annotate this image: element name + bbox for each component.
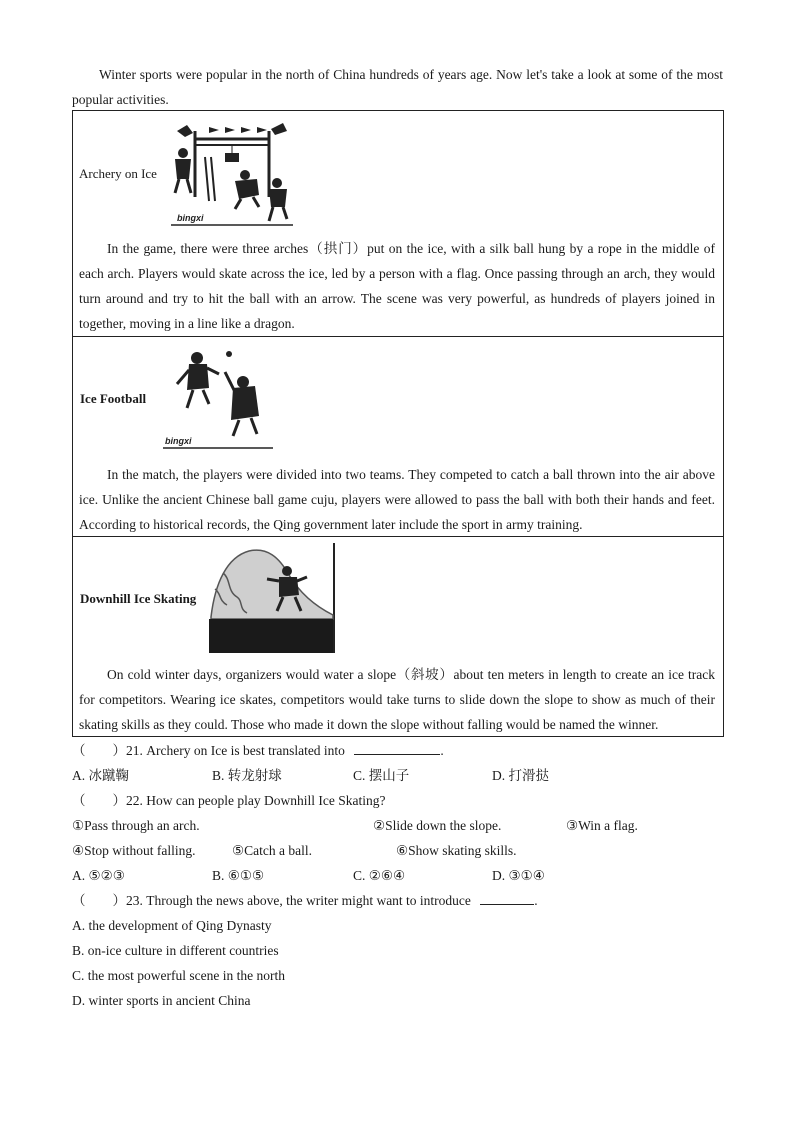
q22-item-4: ④Stop without falling. (72, 843, 196, 858)
q23-option-b[interactable]: B. on-ice culture in different countries (72, 943, 279, 958)
intro-paragraph: Winter sports were popular in the north of China hundreds of years age. Now let's take a look at some of the most popular activities. (72, 67, 723, 107)
downhill-skating-illustration (209, 543, 335, 653)
q21-option-b[interactable]: B. 转龙射球 (212, 768, 282, 783)
question-23-blank[interactable] (480, 890, 534, 905)
sports-table (72, 110, 724, 737)
q22-item-2: ②Slide down the slope. (373, 818, 502, 833)
question-22: （ ）22. How can people play Downhill Ice Skating? (72, 793, 386, 808)
question-21-stem: （ ）21. Archery on Ice is best translated into (72, 743, 345, 758)
q22-item-3: ③Win a flag. (566, 818, 638, 833)
question-23-stem: （ ）23. Through the news above, the writer might want to introduce (72, 893, 471, 908)
archery-illustration (165, 117, 305, 229)
q22-option-d[interactable]: D. ③①④ (492, 868, 545, 883)
section-title-downhill: Downhill Ice Skating (80, 591, 197, 606)
q21-option-c[interactable]: C. 摆山子 (353, 768, 410, 783)
q23-option-c[interactable]: C. the most powerful scene in the north (72, 968, 285, 983)
q22-option-c[interactable]: C. ②⑥④ (353, 868, 406, 883)
question-21-blank[interactable] (354, 740, 440, 755)
ice-football-illustration (159, 344, 277, 452)
q22-item-6: ⑥Show skating skills. (396, 843, 517, 858)
question-23: （ ）23. Through the news above, the writer might want to introduce . (72, 888, 538, 913)
archery-image-caption: bingxi (177, 213, 204, 223)
section-text-downhill: On cold winter days, organizers would water a slope（斜坡）about ten meters in length to create an ice track for competitors. Wearing ice skates, competitors would take turns to slide down the slope to show as much of their skating skills as they could. Those who made it down the slope without falling would be named the winner. (79, 667, 715, 732)
section-text-ice-football: In the match, the players were divided into two teams. They competed to catch a ball thrown into the air above ice. Unlike the ancient Chinese ball game cuju, players were allowed to pass the ball with both their hands and feet. According to historical records, the Qing government later include the sport in army training. (79, 467, 715, 532)
question-21: （ ）21. Archery on Ice is best translated into . (72, 738, 444, 763)
q21-option-a[interactable]: A. 冰蹴鞠 (72, 768, 129, 783)
q23-option-d[interactable]: D. winter sports in ancient China (72, 993, 251, 1008)
table-row-downhill (73, 536, 723, 736)
section-text-archery: In the game, there were three arches（拱门）put on the ice, with a silk ball hung by a rope in the middle of each arch. Players would skate across the ice, led by a person with a flag. Once passing through an arch, they would turn around and try to hit the ball with an arrow. The scene was very powerful, as hundreds of players joined in together, moving in a line like a dragon. (79, 241, 715, 331)
section-title-ice-football: Ice Football (80, 391, 147, 406)
table-row-archery (73, 111, 723, 336)
q22-option-b[interactable]: B. ⑥①⑤ (212, 868, 265, 883)
q23-option-a[interactable]: A. the development of Qing Dynasty (72, 918, 272, 933)
q22-option-a[interactable]: A. ⑤②③ (72, 868, 125, 883)
ice-football-image-caption: bingxi (165, 436, 192, 446)
q22-item-5: ⑤Catch a ball. (232, 843, 312, 858)
q21-option-d[interactable]: D. 打滑挞 (492, 768, 549, 783)
section-title-archery: Archery on Ice (79, 166, 157, 181)
table-row-ice-football (73, 336, 723, 536)
q22-item-1: ①Pass through an arch. (72, 818, 200, 833)
